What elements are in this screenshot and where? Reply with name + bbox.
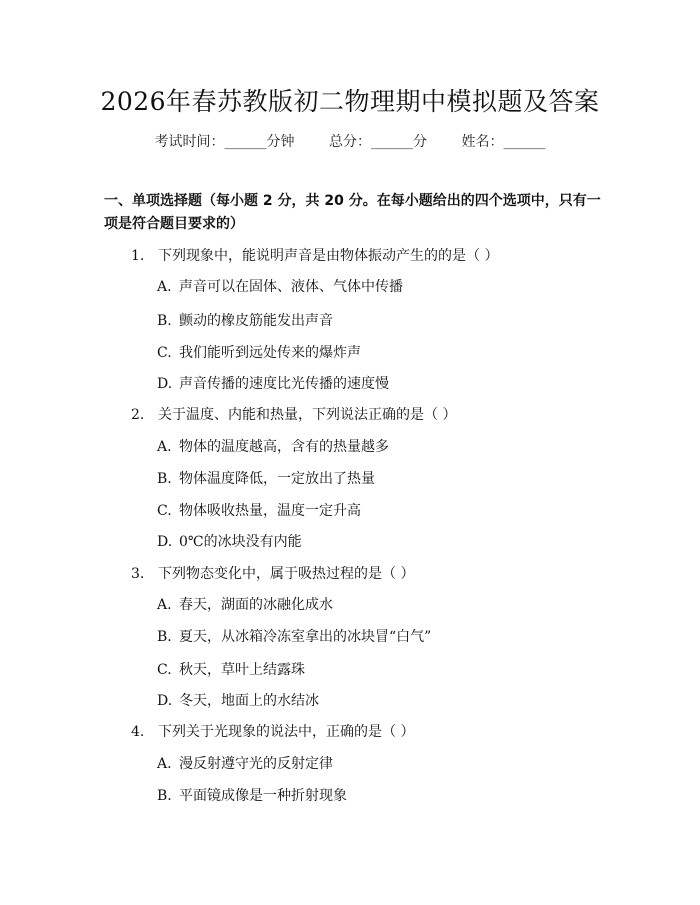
question-number: 3. — [131, 566, 145, 582]
option-text: 冬天，地面上的水结冰 — [179, 693, 319, 709]
option-text: 秋天，草叶上结露珠 — [179, 662, 305, 678]
option-text: 夏天，从冰箱冷冻室拿出的冰块冒“白气” — [179, 629, 432, 645]
question-4-option-a — [157, 753, 333, 773]
question-text: 下列现象中，能说明声音是由物体振动产生的的是（ ） — [158, 248, 499, 264]
option-letter: A. — [157, 279, 172, 295]
question-3-option-c — [157, 659, 305, 679]
question-1-option-b — [157, 310, 333, 330]
question-1 — [131, 245, 498, 265]
total-score-field: 总分：______分 — [329, 134, 427, 150]
page-title: 2026年春苏教版初二物理期中模拟题及答案 — [100, 87, 600, 116]
option-letter: D. — [157, 693, 173, 709]
question-3-option-d — [157, 690, 319, 710]
question-number: 2. — [131, 407, 145, 423]
option-letter: B. — [157, 629, 172, 645]
option-text: 我们能听到远处传来的爆炸声 — [179, 345, 361, 361]
option-text: 声音传播的速度比光传播的速度慢 — [179, 376, 389, 392]
student-name-field: 姓名：______ — [461, 134, 546, 150]
option-letter: A. — [157, 597, 172, 613]
question-1-option-a — [157, 276, 403, 296]
question-3-option-b — [157, 626, 431, 646]
option-text: 春天，湖面的冰融化成水 — [179, 597, 333, 613]
option-text: 颤动的橡皮筋能发出声音 — [179, 313, 333, 329]
question-2-option-c — [157, 500, 361, 520]
question-2 — [131, 404, 456, 424]
exam-meta — [0, 131, 700, 151]
option-text: 物体温度降低，一定放出了热量 — [179, 471, 375, 487]
option-letter: A. — [157, 439, 172, 455]
option-letter: D. — [157, 534, 173, 550]
question-3-option-a — [157, 594, 333, 614]
option-letter: B. — [157, 471, 172, 487]
option-text: 声音可以在固体、液体、气体中传播 — [179, 279, 403, 295]
option-letter: D. — [157, 376, 173, 392]
question-text: 下列物态变化中，属于吸热过程的是（ ） — [158, 566, 415, 582]
option-text: 0℃的冰块没有内能 — [179, 534, 302, 550]
question-1-option-d — [157, 373, 389, 393]
option-text: 物体吸收热量，温度一定升高 — [179, 503, 361, 519]
question-number: 4. — [131, 724, 145, 740]
question-4-option-b — [157, 785, 347, 805]
question-text: 关于温度、内能和热量，下列说法正确的是（ ） — [158, 407, 457, 423]
option-letter: C. — [157, 345, 172, 361]
option-letter: B. — [157, 313, 172, 329]
option-text: 物体的温度越高，含有的热量越多 — [179, 439, 389, 455]
question-4 — [131, 721, 414, 741]
question-2-option-b — [157, 468, 375, 488]
option-text: 漫反射遵守光的反射定律 — [179, 756, 333, 772]
option-text: 平面镜成像是一种折射现象 — [179, 788, 347, 804]
question-2-option-d — [157, 531, 302, 551]
question-1-option-c — [157, 342, 361, 362]
question-text: 下列关于光现象的说法中，正确的是（ ） — [158, 724, 415, 740]
question-number: 1. — [131, 248, 145, 264]
exam-time-field: 考试时间：______分钟 — [154, 134, 295, 150]
question-2-option-a — [157, 436, 389, 456]
option-letter: C. — [157, 662, 172, 678]
option-letter: C. — [157, 503, 172, 519]
question-3 — [131, 563, 414, 583]
option-letter: A. — [157, 756, 172, 772]
section-heading: 一、单项选择题（每小题 2 分，共 20 分。在每小题给出的四个选项中，只有一项是符合题目要求的） — [104, 193, 601, 232]
option-letter: B. — [157, 788, 172, 804]
